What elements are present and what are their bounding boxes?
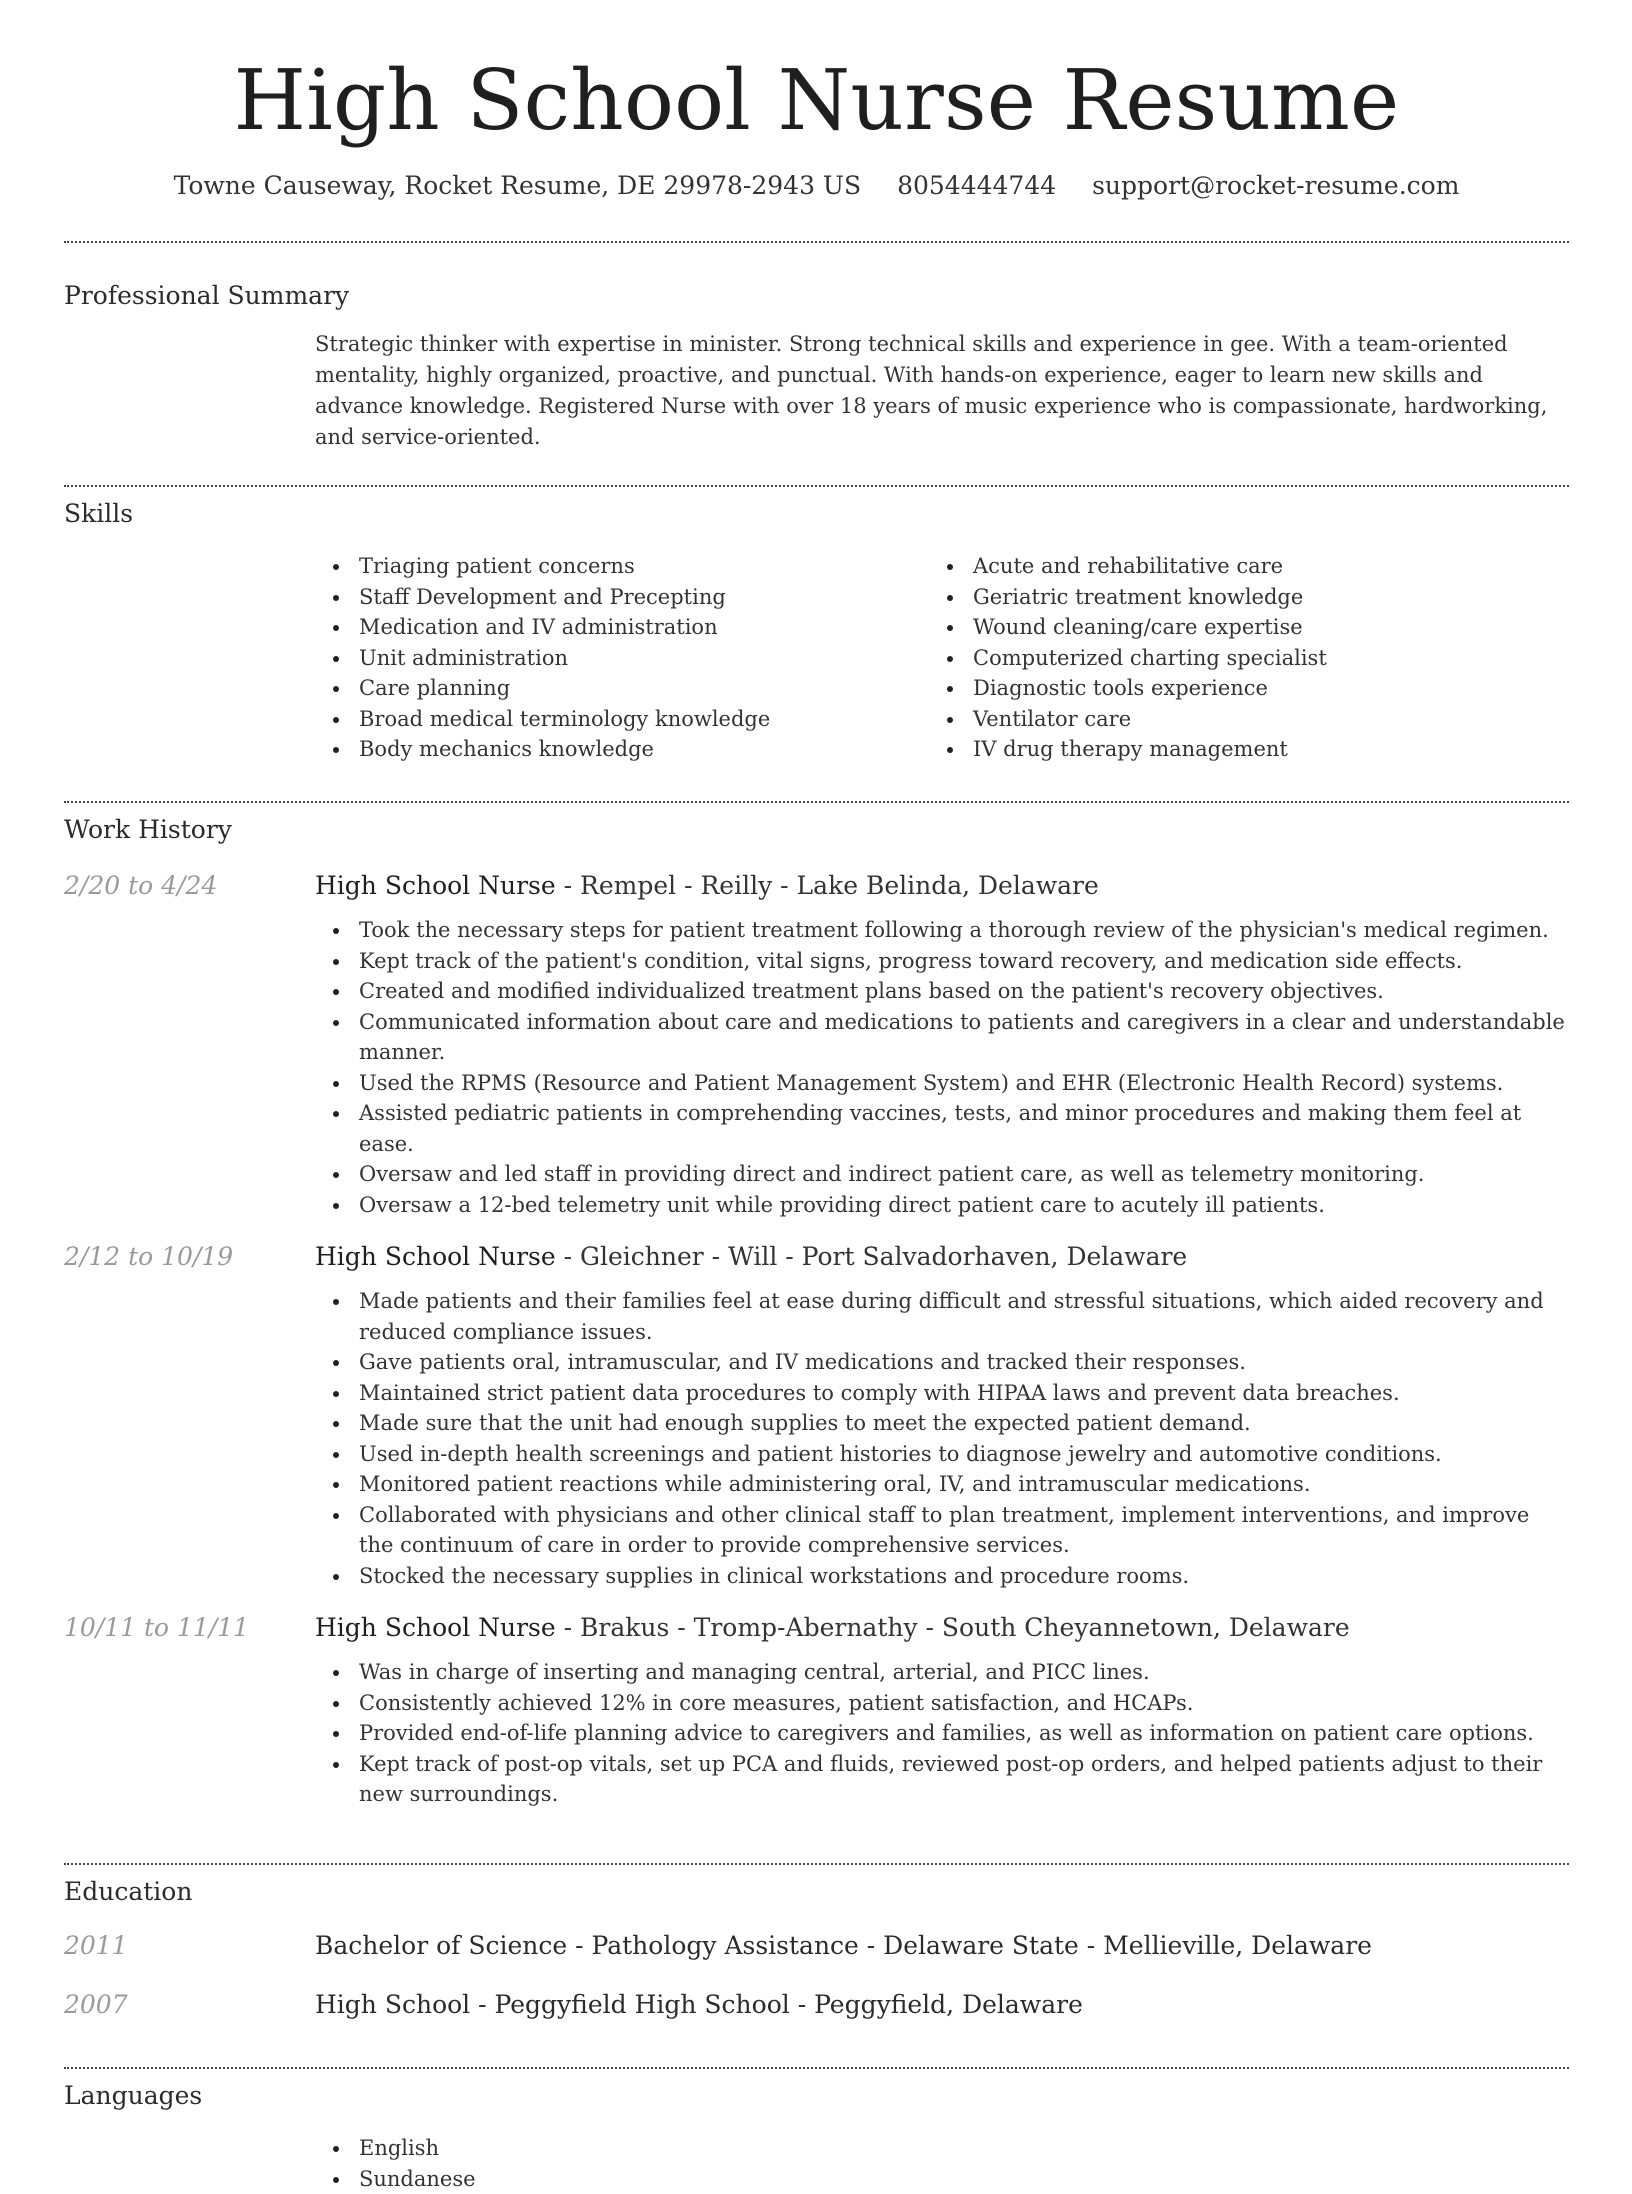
- job-duty: Maintained strict patient data procedures to comply with HIPAA laws and prevent data breaches.: [315, 1378, 1569, 1409]
- skill-item: Unit administration: [315, 643, 929, 674]
- address: Towne Causeway, Rocket Resume, DE 29978-2943 US: [174, 171, 862, 200]
- education-degree: Bachelor of Science: [315, 1931, 567, 1960]
- skill-item: Staff Development and Precepting: [315, 582, 929, 613]
- skills-list-left: [315, 551, 929, 765]
- job-duty: Was in charge of inserting and managing central, arterial, and PICC lines.: [315, 1657, 1569, 1688]
- job-duty: Consistently achieved 12% in core measures, patient satisfaction, and HCAPs.: [315, 1688, 1569, 1719]
- education-line: [315, 1931, 1569, 1960]
- divider: [64, 2067, 1569, 2069]
- job-title: [315, 1613, 1569, 1657]
- job-duties-list: [315, 1657, 1569, 1810]
- language-item: English: [315, 2133, 1569, 2164]
- education-year: 2011: [64, 1931, 315, 1960]
- skill-item: Ventilator care: [929, 704, 1543, 735]
- education-details: - Pathology Assistance - Delaware State - Mellieville, Delaware: [567, 1931, 1372, 1960]
- divider: [64, 241, 1569, 243]
- job-duty: Used the RPMS (Resource and Patient Management System) and EHR (Electronic Health Record) systems.: [315, 1068, 1569, 1099]
- job-position: High School Nurse: [315, 1613, 556, 1642]
- job-duty: Used in-depth health screenings and patient histories to diagnose jewelry and automotive conditions.: [315, 1439, 1569, 1470]
- job-duties-list: [315, 915, 1569, 1220]
- job-duties-list: [315, 1286, 1569, 1591]
- job-dates: 10/11 to 11/11: [64, 1613, 315, 1810]
- work-section: [64, 815, 1569, 1863]
- job-duty: Gave patients oral, intramuscular, and IV medications and tracked their responses.: [315, 1347, 1569, 1378]
- languages-list: [315, 2133, 1569, 2194]
- job-duty: Kept track of the patient's condition, vital signs, progress toward recovery, and medication side effects.: [315, 946, 1569, 977]
- job-position: High School Nurse: [315, 1242, 556, 1271]
- section-heading-education: Education: [64, 1877, 1569, 1913]
- section-heading-summary: Professional Summary: [64, 281, 1569, 317]
- skills-list-right: [929, 551, 1543, 765]
- skill-item: Geriatric treatment knowledge: [929, 582, 1543, 613]
- divider: [64, 1863, 1569, 1865]
- job-entry: [64, 1242, 1569, 1591]
- education-details: - Peggyfield High School - Peggyfield, Delaware: [470, 1990, 1083, 2019]
- section-heading-work: Work History: [64, 815, 1569, 851]
- job-entry: [64, 871, 1569, 1220]
- resume-title: High School Nurse Resume: [64, 0, 1569, 155]
- job-duty: Stocked the necessary supplies in clinical workstations and procedure rooms.: [315, 1561, 1569, 1592]
- skill-item: Medication and IV administration: [315, 612, 929, 643]
- divider: [64, 485, 1569, 487]
- job-duty: Monitored patient reactions while administering oral, IV, and intramuscular medications.: [315, 1469, 1569, 1500]
- skill-item: Care planning: [315, 673, 929, 704]
- email: support@rocket-resume.com: [1092, 171, 1459, 200]
- section-heading-skills: Skills: [64, 499, 1569, 535]
- job-duty: Took the necessary steps for patient treatment following a thorough review of the physician's medical regimen.: [315, 915, 1569, 946]
- job-title: [315, 871, 1569, 915]
- divider: [64, 801, 1569, 803]
- education-line: [315, 1990, 1569, 2019]
- job-duty: Oversaw and led staff in providing direct and indirect patient care, as well as telemetry monitoring.: [315, 1159, 1569, 1190]
- summary-section: [64, 281, 1569, 485]
- job-duty: Created and modified individualized treatment plans based on the patient's recovery objectives.: [315, 976, 1569, 1007]
- education-entry: [64, 1990, 1569, 2019]
- job-duty: Communicated information about care and medications to patients and caregivers in a clear and understandable manner.: [315, 1007, 1569, 1068]
- job-list: [64, 871, 1569, 1810]
- job-duty: Collaborated with physicians and other clinical staff to plan treatment, implement interventions, and improve the continuum of care in order to provide comprehensive services.: [315, 1500, 1569, 1561]
- job-title: [315, 1242, 1569, 1286]
- job-dates: 2/12 to 10/19: [64, 1242, 315, 1591]
- languages-section: [64, 2081, 1569, 2194]
- skill-item: Broad medical terminology knowledge: [315, 704, 929, 735]
- education-degree: High School: [315, 1990, 470, 2019]
- job-duty: Made sure that the unit had enough supplies to meet the expected patient demand.: [315, 1408, 1569, 1439]
- skill-item: Triaging patient concerns: [315, 551, 929, 582]
- job-dates: 2/20 to 4/24: [64, 871, 315, 1220]
- skill-item: Computerized charting specialist: [929, 643, 1543, 674]
- language-item: Sundanese: [315, 2164, 1569, 2194]
- job-position: High School Nurse: [315, 871, 556, 900]
- skill-item: Body mechanics knowledge: [315, 734, 929, 765]
- job-duty: Kept track of post-op vitals, set up PCA and fluids, reviewed post-op orders, and helped patients adjust to their new surroundings.: [315, 1749, 1569, 1810]
- job-employer-location: - Brakus - Tromp-Abernathy - South Cheyannetown, Delaware: [556, 1613, 1350, 1642]
- skill-item: Wound cleaning/care expertise: [929, 612, 1543, 643]
- skill-item: Acute and rehabilitative care: [929, 551, 1543, 582]
- summary-text: Strategic thinker with expertise in minister. Strong technical skills and experience in gee. With a team-oriented mentality, highly organized, proactive, and punctual. With hands-on experience, eager to learn new skills and advance knowledge. Registered Nurse with over 18 years of music experience who is compassionate, hardworking, and service-oriented.: [315, 317, 1569, 453]
- education-year: 2007: [64, 1990, 315, 2019]
- skill-item: Diagnostic tools experience: [929, 673, 1543, 704]
- education-list: [64, 1931, 1569, 2019]
- education-entry: [64, 1931, 1569, 1960]
- job-duty: Provided end-of-life planning advice to caregivers and families, as well as information on patient care options.: [315, 1718, 1569, 1749]
- skill-item: IV drug therapy management: [929, 734, 1543, 765]
- job-employer-location: - Rempel - Reilly - Lake Belinda, Delaware: [556, 871, 1099, 900]
- resume-page: [64, 0, 1569, 2194]
- job-duty: Made patients and their families feel at ease during difficult and stressful situations, which aided recovery and reduced compliance issues.: [315, 1286, 1569, 1347]
- skills-section: [64, 499, 1569, 801]
- section-heading-languages: Languages: [64, 2081, 1569, 2117]
- job-duty: Assisted pediatric patients in comprehending vaccines, tests, and minor procedures and making them feel at ease.: [315, 1098, 1569, 1159]
- phone: 8054444744: [897, 171, 1056, 200]
- job-duty: Oversaw a 12-bed telemetry unit while providing direct patient care to acutely ill patients.: [315, 1190, 1569, 1221]
- contact-line: [64, 155, 1569, 241]
- education-section: [64, 1877, 1569, 2067]
- job-employer-location: - Gleichner - Will - Port Salvadorhaven, Delaware: [556, 1242, 1188, 1271]
- job-entry: [64, 1613, 1569, 1810]
